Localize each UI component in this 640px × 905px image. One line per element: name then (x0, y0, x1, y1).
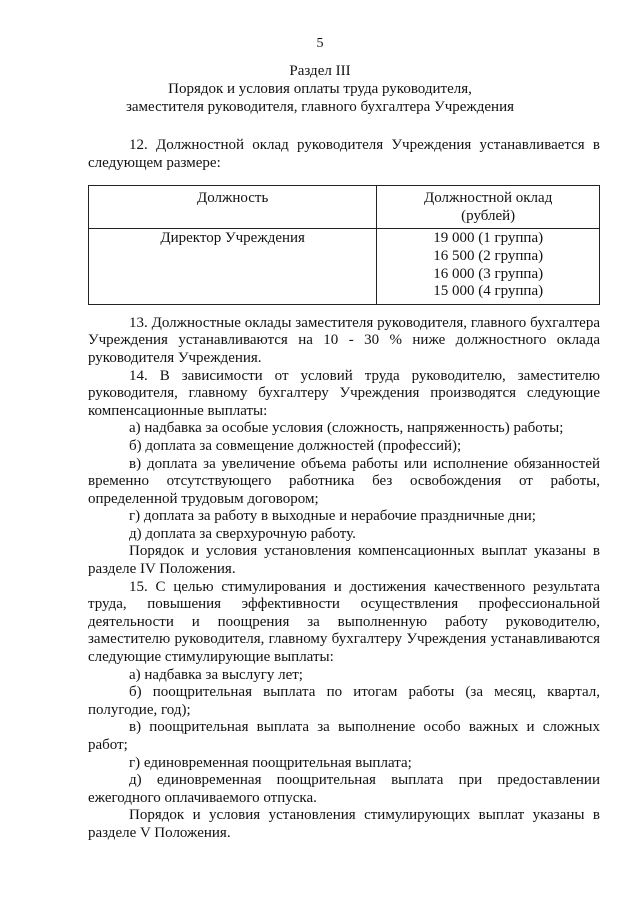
salary-group-3: 16 000 (3 группа) (433, 265, 544, 282)
paragraph-14: 14. В зависимости от условий труда руководителю, заместителю руководителя, главному бухгалтеру Учреждения производятся следующие компенсационные выплаты: (88, 367, 600, 419)
paragraph-12: 12. Должностной оклад руководителя Учреждения устанавливается в следующем размере: (88, 137, 600, 171)
list-item: г) доплата за работу в выходные и нерабочие праздничные дни; (129, 508, 536, 525)
list-item: д) единовременная поощрительная выплата при предоставлении ежегодного оплачиваемого отпуска. (88, 772, 600, 806)
table-cell-salaries (377, 229, 600, 304)
list-item: а) надбавка за выслугу лет; (129, 666, 303, 683)
list-item: г) единовременная поощрительная выплата; (129, 754, 412, 771)
section-heading (0, 62, 640, 116)
table-header-salary-line-1: Должностной оклад (423, 190, 553, 207)
list-item: в) доплата за увеличение объема работы или исполнение обязанностей временно отсутствующего работника без освобождения от работы, определенной трудовым договором; (88, 455, 600, 507)
table-cell-position: Директор Учреждения (89, 229, 377, 304)
list-item: б) поощрительная выплата по итогам работы (за месяц, квартал, полугодие, год); (88, 684, 600, 718)
salary-group-2: 16 500 (2 группа) (433, 247, 544, 264)
list-item: б) доплата за совмещение должностей (профессий); (129, 437, 462, 454)
list-item: в) поощрительная выплата за выполнение особо важных и сложных работ; (88, 719, 600, 753)
table-header-position: Должность (89, 186, 377, 229)
page-number: 5 (316, 36, 324, 51)
table-header-salary-line-2: (рублей) (461, 207, 516, 224)
paragraph-15-footer: Порядок и условия установления стимулирующих выплат указаны в разделе V Положения. (88, 807, 600, 841)
salary-table-header-row (89, 186, 600, 229)
section-subtitle-line-2: заместителя руководителя, главного бухгалтера Учреждения (125, 99, 515, 115)
salary-table (88, 185, 600, 305)
paragraph-15: 15. С целью стимулирования и достижения качественного результата труда, повышения эффективности осуществления профессиональной деятельности и поощрения за выполненную работу руководителю, заместителю руководителя, главному бухгалтеру Учреждения устанавливаются следующие стимулирующие выплаты: (88, 578, 600, 666)
paragraph-13: 13. Должностные оклады заместителя руководителя, главного бухгалтера Учреждения устанавливаются на 10 - 30 % ниже должностного оклада руководителя Учреждения. (88, 314, 600, 366)
section-subtitle-line-1: Порядок и условия оплаты труда руководителя, (168, 81, 472, 97)
list-item: д) доплата за сверхурочную работу. (129, 525, 356, 542)
paragraph-14-footer: Порядок и условия установления компенсационных выплат указаны в разделе IV Положения. (88, 543, 600, 578)
list-item: а) надбавка за особые условия (сложность, напряженность) работы; (129, 420, 564, 437)
table-row (89, 229, 600, 304)
salary-group-4: 15 000 (4 группа) (433, 283, 544, 300)
salary-group-1: 19 000 (1 группа) (433, 230, 544, 247)
table-header-salary (377, 186, 600, 229)
section-title: Раздел III (289, 63, 351, 79)
document-body (88, 137, 600, 843)
